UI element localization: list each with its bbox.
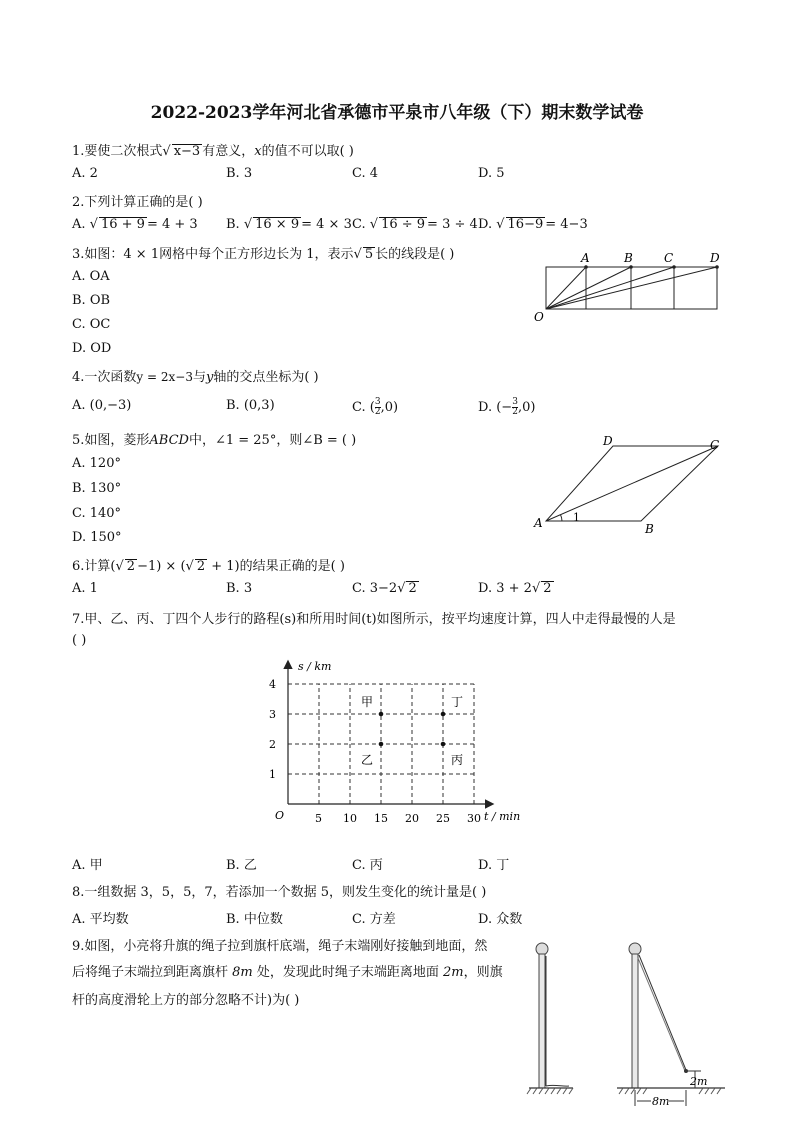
question-5-stem [72, 429, 356, 448]
data-point-label: 甲 [361, 695, 374, 709]
q2-option-a [72, 217, 198, 232]
sqrt-sign: √ [353, 247, 362, 262]
q8-option-b: B. 中位数 [226, 912, 283, 927]
q6-radicand-1: 2 [126, 559, 136, 574]
q3-radicand: 5 [364, 247, 374, 262]
y-tick-label: 1 [269, 768, 276, 781]
flagpole [539, 954, 545, 1088]
q1-text-a: 1.要使二次根式 [72, 144, 163, 159]
sqrt-sign: √ [162, 144, 171, 159]
q4-option-d [478, 398, 535, 417]
data-point-label: 丙 [451, 753, 464, 767]
y-axis-label: s / km [298, 660, 332, 673]
label-a: A [581, 251, 590, 265]
ground-hatch [527, 1088, 573, 1094]
q3-option-a: A. OA [72, 269, 110, 284]
q6c-text: C. 3−2 [352, 581, 398, 596]
q6d-radicand: 2 [543, 581, 552, 596]
q4-var: y [205, 370, 214, 385]
ground-hatch [619, 1088, 721, 1094]
height-label: 2m [690, 1075, 708, 1088]
question-7-stem: 7.甲、乙、丙、丁四个人步行的路程(s)和所用时间(t)如图所示，按平均速度计算，四人中走得最慢的人是 [72, 612, 676, 627]
q3-option-b: B. OB [72, 293, 111, 308]
q8-option-c: C. 方差 [352, 912, 396, 927]
flagpole [632, 954, 638, 1088]
label-a: A [534, 516, 543, 530]
q6-option-a: A. 1 [72, 581, 98, 596]
q2b-label: B. [226, 217, 240, 232]
q1-option-d: D. 5 [478, 166, 505, 181]
rope-taut [639, 955, 686, 1070]
q4-function: y = 2x−3 [136, 370, 193, 384]
q4-text-b: 与 [192, 370, 206, 385]
q9-flagpole-figure-2 [615, 938, 735, 1108]
q8-option-a: A. 平均数 [72, 912, 129, 927]
label-b: B [645, 522, 654, 536]
q8-option-d: D. 众数 [478, 912, 523, 927]
data-point [379, 742, 384, 747]
question-4-stem [72, 366, 319, 385]
q3-text-a: 3.如图：4 × 1网格中每个正方形边长为 1，表示 [72, 247, 354, 262]
q4-option-c [352, 398, 398, 417]
pole-top-ball [629, 943, 641, 955]
q6-option-b: B. 3 [226, 581, 253, 596]
data-point [379, 712, 384, 717]
q2d-radicand: 16−9 [507, 217, 544, 232]
question-9-line-1: 9.如图，小亮将升旗的绳子拉到旗杆底端，绳子末端刚好接触到地面，然 [72, 939, 488, 954]
q9-flagpole-figure-1 [525, 938, 605, 1100]
q1-option-a: A. 2 [72, 166, 98, 181]
q7-option-a: A. 甲 [72, 858, 103, 873]
q9-text-a: 后将绳子末端拉到距离旗杆 [72, 965, 233, 980]
question-6-stem [72, 555, 345, 574]
q2d-label: D. [478, 217, 493, 232]
q4-text-a: 4.一次函数 [72, 370, 137, 385]
sqrt-sign: √ [115, 559, 124, 574]
q1-text-b: 有意义， [202, 144, 255, 159]
x-axis-label: t / min [484, 810, 521, 823]
sqrt-sign: √ [397, 581, 406, 596]
q7-chart [262, 652, 532, 830]
origin-label: O [275, 809, 285, 822]
q5-option-b: B. 130° [72, 481, 122, 496]
question-3-stem [72, 243, 454, 262]
q2d-rest: = 4−3 [545, 217, 588, 232]
label-c: C [710, 438, 720, 452]
q5-shape: ABCD [149, 433, 189, 448]
question-8-stem: 8.一组数据 3，5，5，7，若添加一个数据 5，则发生变化的统计量是( ) [72, 885, 487, 900]
q3-grid-figure [525, 248, 725, 328]
q6d-text: D. 3 + 2 [478, 581, 532, 596]
point-b [629, 265, 633, 269]
angle-1-arc [561, 515, 563, 521]
point-a [584, 265, 588, 269]
x-tick-label: 25 [436, 812, 450, 825]
q4d-num: 3 [512, 397, 518, 407]
sqrt-sign: √ [185, 559, 194, 574]
chart-ticks [269, 678, 481, 825]
q4c-pre: ( [369, 400, 375, 415]
sqrt-sign: √ [243, 217, 253, 232]
q2a-radicand: 16 + 9 [100, 217, 145, 232]
page-title: 2022-2023学年河北省承德市平泉市八年级（下）期末数学试卷 [150, 103, 644, 123]
q3-option-d: D. OD [72, 341, 112, 356]
label-angle-1: 1 [573, 511, 580, 524]
q1-var: x [254, 144, 262, 159]
q6-text-b: −1) × ( [137, 559, 186, 574]
q4d-label: D. [478, 400, 493, 415]
sqrt-sign: √ [369, 217, 379, 232]
q2c-label: C. [352, 217, 366, 232]
q9-height: 2m [443, 965, 464, 980]
q9-text-b: 处，发现此时绳子末端距离地面 [252, 965, 444, 980]
y-tick-label: 2 [269, 738, 276, 751]
label-d: D [710, 251, 720, 265]
segment-oc [546, 267, 674, 309]
q4-option-a: A. (0,−3) [72, 398, 132, 413]
question-9-line-2 [72, 961, 503, 980]
sqrt-sign: √ [89, 217, 98, 232]
q5-rhombus-figure [528, 432, 728, 537]
question-9-line-3: 杆的高度滑轮上方的部分忽略不计)为( ) [72, 993, 300, 1008]
q2-option-d [478, 217, 588, 232]
q2b-radicand: 16 × 9 [255, 217, 300, 232]
q2a-label: A. [72, 217, 86, 232]
q7-option-b: B. 乙 [226, 858, 257, 873]
q3-option-c: C. OC [72, 317, 111, 332]
data-point [441, 742, 446, 747]
x-tick-label: 5 [315, 812, 322, 825]
q5-option-c: C. 140° [72, 506, 122, 521]
label-d: D [603, 434, 613, 448]
q4c-num: 3 [374, 397, 381, 407]
q2b-rest: = 4 × 3 [301, 217, 352, 232]
y-tick-label: 4 [269, 678, 276, 691]
q6-text-a: 6.计算( [72, 559, 116, 574]
x-tick-label: 20 [405, 812, 419, 825]
label-b: B [624, 251, 633, 265]
q2c-radicand: 16 ÷ 9 [381, 217, 426, 232]
q4c-label: C. [352, 400, 366, 415]
q6-radicand-2: 2 [196, 559, 206, 574]
diagonal-ac [546, 446, 718, 521]
pole-top-ball [536, 943, 548, 955]
point-c [672, 265, 676, 269]
rope-second [638, 958, 685, 1071]
question-7-stem-end: ( ) [72, 633, 87, 648]
q2-option-b [226, 217, 352, 232]
segment-ob [546, 267, 631, 309]
data-point [441, 712, 446, 717]
q9-text-c: ，则旗 [463, 965, 503, 980]
q4-text-c: 轴的交点坐标为( ) [213, 370, 319, 385]
q1-option-b: B. 3 [226, 166, 253, 181]
q4d-post: ,0) [517, 400, 536, 415]
question-2-stem: 2.下列计算正确的是( ) [72, 195, 203, 210]
x-tick-label: 15 [374, 812, 388, 825]
q2c-rest: = 3 ÷ 4 [427, 217, 478, 232]
q6-option-c [352, 581, 419, 596]
data-point-label: 丁 [451, 695, 464, 709]
label-o: O [534, 310, 544, 324]
q4-option-b: B. (0,3) [226, 398, 275, 413]
data-point-label: 乙 [361, 753, 374, 767]
sqrt-sign: √ [531, 581, 541, 596]
q2a-rest: = 4 + 3 [146, 217, 198, 232]
point-d [715, 265, 719, 269]
x-tick-label: 10 [343, 812, 357, 825]
rope-end [546, 1085, 569, 1086]
q5-text-b: 中，∠1 = 25°，则∠B = ( ) [188, 433, 357, 448]
q6-option-d [478, 581, 554, 596]
y-tick-label: 3 [269, 708, 276, 721]
question-1-stem [72, 140, 354, 159]
q5-option-d: D. 150° [72, 530, 122, 545]
q5-text-a: 5.如图，菱形 [72, 433, 150, 448]
q9-distance: 8m [232, 965, 253, 980]
q6-text-c: + 1)的结果正确的是( ) [207, 559, 345, 574]
q1-option-c: C. 4 [352, 166, 379, 181]
q4d-den: 2 [512, 407, 518, 417]
q4c-den: 2 [374, 407, 381, 417]
q1-radicand: x−3 [173, 144, 201, 159]
sqrt-sign: √ [496, 217, 505, 232]
q7-option-c: C. 丙 [352, 858, 383, 873]
q6c-radicand: 2 [408, 581, 417, 596]
q4d-pre: (− [496, 400, 513, 415]
width-label: 8m [652, 1095, 670, 1108]
q7-option-d: D. 丁 [478, 858, 510, 873]
q2-option-c [352, 217, 478, 232]
q4c-post: ,0) [380, 400, 399, 415]
label-c: C [664, 251, 674, 265]
q5-option-a: A. 120° [72, 456, 121, 471]
x-tick-label: 30 [467, 812, 481, 825]
q1-text-c: 的值不可以取( ) [261, 144, 354, 159]
q3-text-b: 长的线段是( ) [375, 247, 455, 262]
